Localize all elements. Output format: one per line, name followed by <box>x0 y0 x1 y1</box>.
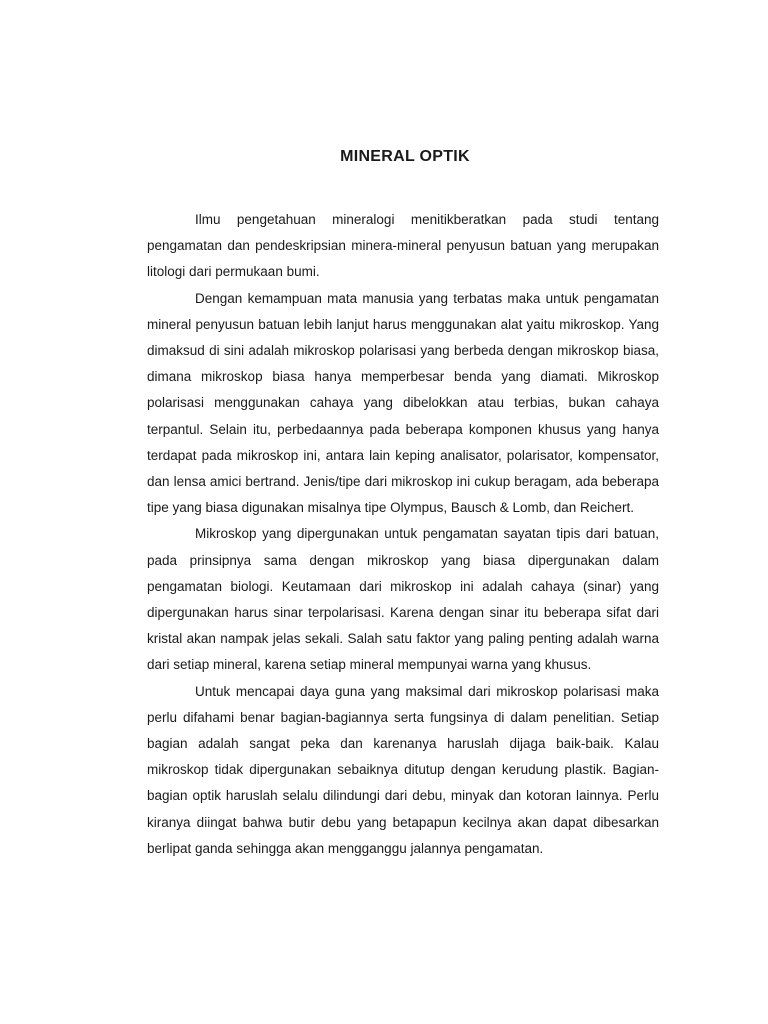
paragraph-3: Mikroskop yang dipergunakan untuk pengamatan sayatan tipis dari batuan, pada prinsipnya sama dengan mikroskop yang biasa dipergunakan dalam pengamatan biologi. Keutamaan dari mikroskop ini adalah cahaya (sinar) yang dipergunakan harus sinar terpolarisasi. Karena dengan sinar itu beberapa sifat dari kristal akan nampak jelas sekali. Salah satu faktor yang paling penting adalah warna dari setiap mineral, karena setiap mineral mempunyai warna yang khusus. <box>147 526 659 673</box>
document-body <box>147 207 659 862</box>
paragraph-1: Ilmu pengetahuan mineralogi menitikberatkan pada studi tentang pengamatan dan pendeskripsian minera-mineral penyusun batuan yang merupakan litologi dari permukaan bumi. <box>147 212 659 280</box>
paragraph-2: Dengan kemampuan mata manusia yang terbatas maka untuk pengamatan mineral penyusun batuan lebih lanjut harus menggunakan alat yaitu mikroskop. Yang dimaksud di sini adalah mikroskop polarisasi yang berbeda dengan mikroskop biasa, dimana mikroskop biasa hanya memperbesar benda yang diamati. Mikroskop polarisasi menggunakan cahaya yang dibelokkan atau terbias, bukan cahaya terpantul. Selain itu, perbedaannya pada beberapa komponen khusus yang hanya terdapat pada mikroskop ini, antara lain keping analisator, polarisator, kompensator, dan lensa amici bertrand. Jenis/tipe dari mikroskop ini cukup beragam, ada beberapa tipe yang biasa digunakan misalnya tipe Olympus, Bausch & Lomb, dan Reichert. <box>147 290 659 516</box>
paragraph-4: Untuk mencapai daya guna yang maksimal dari mikroskop polarisasi maka perlu difahami benar bagian-bagiannya serta fungsinya di dalam penelitian. Setiap bagian adalah sangat peka dan karenanya haruslah dijaga baik-baik. Kalau mikroskop tidak dipergunakan sebaiknya ditutup dengan kerudung plastik. Bagian-bagian optik haruslah selalu dilindungi dari debu, minyak dan kotoran lainnya. Perlu kiranya diingat bahwa butir debu yang betapapun kecilnya akan dapat dibesarkan berlipat ganda sehingga akan mengganggu jalannya pengamatan. <box>147 683 659 856</box>
document-title: MINERAL OPTIK <box>340 148 470 165</box>
